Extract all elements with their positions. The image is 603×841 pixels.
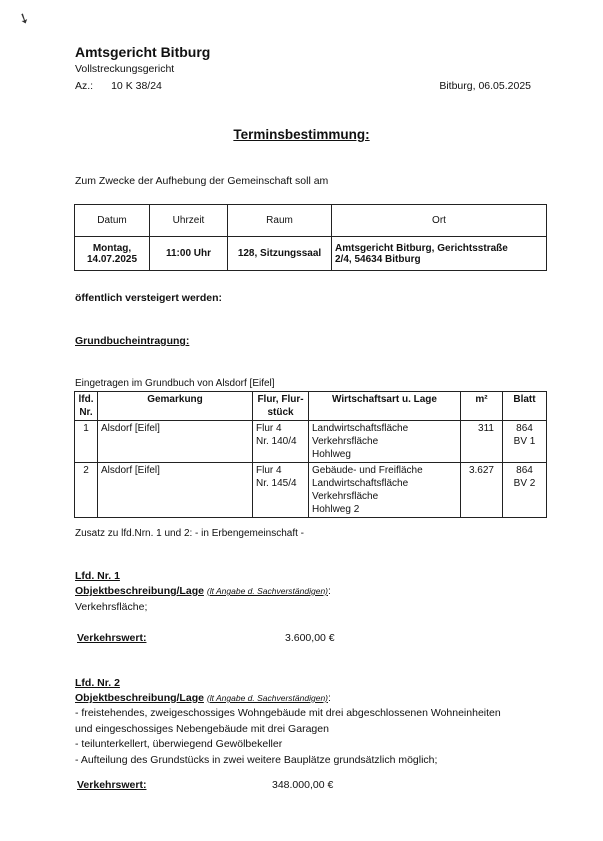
termin-room: 128, Sitzungssaal [228,237,332,271]
termin-header-room: Raum [228,205,332,237]
termin-place-line2: 2/4, 54634 Bitburg [335,253,421,265]
objekt-note: (lt Angabe d. Sachverständigen) [206,693,328,703]
row-wirtschaftsart: Landwirtschaftsfläche Verkehrsfläche Hohlweg [309,421,461,463]
row-wirtschaftsart: Gebäude- und Freifläche Landwirtschaftsfläche Verkehrsfläche Hohlweg 2 [309,463,461,518]
lfd-nr-2-objekt-heading [75,692,331,704]
az-label: Az.: [75,80,94,92]
termin-table [74,204,547,271]
description-line: Verkehrsfläche; [75,601,148,613]
table-row [75,421,547,463]
objekt-colon: : [328,585,331,597]
termin-place-line1: Amtsgericht Bitburg, Gerichtsstraße [335,242,508,254]
grundbuch-header-wirtschaftsart: Wirtschaftsart u. Lage [309,392,461,421]
termin-header-date: Datum [75,205,150,237]
lfd-nr-1-description [75,600,147,616]
intro-text: Zum Zwecke der Aufhebung der Gemeinschaft soll am [75,175,329,187]
lfd-nr-2-verkehrswert: 348.000,00 € [272,779,334,791]
grundbuch-registration: Eingetragen im Grundbuch von Alsdorf [Eifel] [75,378,275,389]
termin-time: 11:00 Uhr [150,237,228,271]
lfd-nr-1-verkehrswert-label: Verkehrswert: [77,632,147,644]
lfd-nr-1-verkehrswert: 3.600,00 € [285,632,335,644]
lfd-nr-2-heading: Lfd. Nr. 2 [75,677,120,689]
grundbuch-heading: Grundbucheintragung: [75,335,190,347]
objekt-note: (lt Angabe d. Sachverständigen) [206,586,328,596]
row-gemarkung: Alsdorf [Eifel] [98,463,253,518]
subcourt-name: Vollstreckungsgericht [75,63,175,75]
lfd-nr-2-description [75,706,501,768]
description-line: - teilunterkellert, überwiegend Gewölbekeller [75,738,283,750]
grundbuch-header-flur: Flur, Flur-stück [253,392,309,421]
grundbuch-header-m2: m² [461,392,503,421]
grundbuch-header-blatt: Blatt [503,392,547,421]
grundbuch-table [74,391,547,518]
grundbuch-header-row [75,392,547,421]
objekt-colon: : [328,692,331,704]
row-blatt: 864 BV 2 [503,463,547,518]
row-lfd: 2 [75,463,98,518]
lfd-nr-1-objekt-heading [75,585,331,597]
az-number: 10 K 38/24 [111,80,162,92]
grundbuch-header-lfd: lfd. Nr. [75,392,98,421]
row-m2: 3.627 [461,463,503,518]
termin-place [332,237,547,271]
description-line: und eingeschossiges Nebengebäude mit drei Garagen [75,722,329,735]
place-date: Bitburg, 06.05.2025 [439,80,531,92]
termin-header-time: Uhrzeit [150,205,228,237]
row-m2: 311 [461,421,503,463]
row-blatt: 864 BV 1 [503,421,547,463]
row-flur: Flur 4 Nr. 140/4 [253,421,309,463]
row-gemarkung: Alsdorf [Eifel] [98,421,253,463]
description-line: - freistehendes, zweigeschossiges Wohngebäude mit drei abgeschlossenen Wohneinheiten [75,707,501,719]
row-flur: Flur 4 Nr. 145/4 [253,463,309,518]
objekt-label: Objektbeschreibung/Lage [75,585,204,597]
termin-header-place: Ort [332,205,547,237]
lfd-nr-1-heading: Lfd. Nr. 1 [75,570,120,582]
termin-date-line1: Montag, [92,242,132,254]
lfd-nr-2-verkehrswert-label: Verkehrswert: [77,779,147,791]
termin-header-row [75,205,547,237]
termin-date-line2: 14.07.2025 [86,253,138,265]
termin-row [75,237,547,271]
document-title: Terminsbestimmung: [233,127,370,142]
file-number [75,80,162,92]
row-lfd: 1 [75,421,98,463]
auction-statement: öffentlich versteigert werden: [75,292,223,304]
table-row [75,463,547,518]
description-line: - Aufteilung des Grundstücks in zwei weitere Bauplätze grundsätzlich möglich; [75,753,438,766]
grundbuch-header-gemarkung: Gemarkung [98,392,253,421]
court-name: Amtsgericht Bitburg [75,44,211,60]
objekt-label: Objektbeschreibung/Lage [75,692,204,704]
scan-mark: ➘ [15,8,33,28]
grundbuch-zusatz: Zusatz zu lfd.Nrn. 1 und 2: - in Erbengemeinschaft - [75,528,304,539]
termin-date [75,237,150,271]
